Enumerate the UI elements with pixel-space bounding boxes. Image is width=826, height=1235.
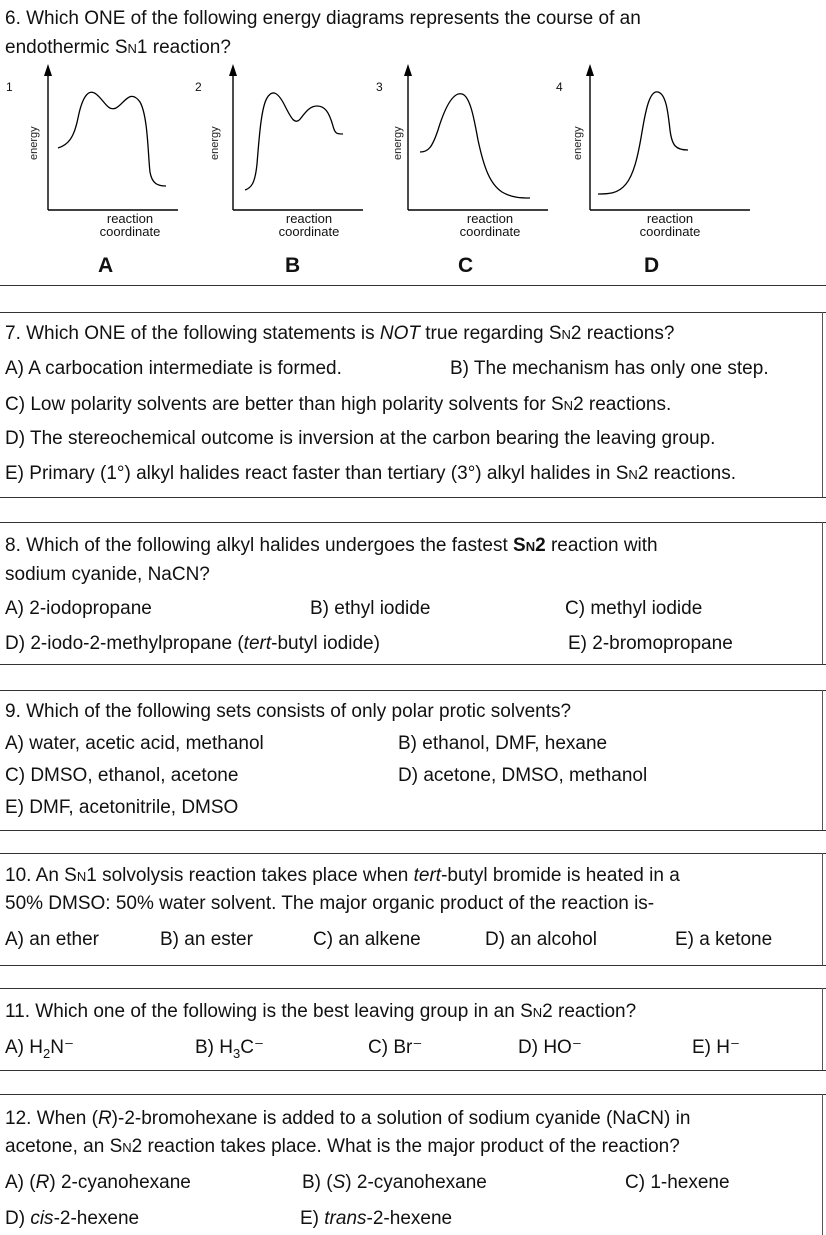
y-axis-label: energy: [392, 126, 404, 160]
q8-stem-line2: sodium cyanide, NaCN?: [5, 564, 210, 585]
q7-option-a: A) A carbocation intermediate is formed.: [5, 358, 342, 379]
x-axis-label: reaction coordinate: [99, 211, 161, 239]
x-axis-label: reaction coordinate: [278, 211, 340, 239]
q10-stem-line2: 50% DMSO: 50% water solvent. The major organic product of the reaction is-: [5, 893, 655, 914]
q8-option-a: A) 2-iodopropane: [5, 598, 152, 619]
box-edge: [822, 1094, 823, 1235]
x-axis-label: reaction coordinate: [459, 211, 521, 239]
y-axis-label: energy: [209, 126, 221, 160]
q9-option-c: C) DMSO, ethanol, acetone: [5, 765, 239, 786]
divider: [0, 664, 826, 665]
q12-stem-line1: 12. When (R)-2-bromohexane is added to a solution of sodium cyanide (NaCN) in: [5, 1108, 691, 1129]
q8-option-b: B) ethyl iodide: [310, 598, 431, 619]
q10-option-a: A) an ether: [5, 929, 99, 950]
q10-stem-line1: 10. An SN1 solvolysis reaction takes place when tert-butyl bromide is heated in a: [5, 865, 680, 886]
divider: [0, 853, 826, 854]
divider: [0, 1070, 826, 1071]
q7-stem: 7. Which ONE of the following statements is NOT true regarding SN2 reactions?: [5, 323, 675, 344]
x-axis-label: reaction coordinate: [639, 211, 701, 239]
q7-option-d: D) The stereochemical outcome is inversion at the carbon bearing the leaving group.: [5, 428, 716, 449]
y-axis-label: energy: [28, 126, 40, 160]
q9-option-d: D) acetone, DMSO, methanol: [398, 765, 648, 786]
q12-option-c: C) 1-hexene: [625, 1172, 730, 1193]
diagram-number: 3: [376, 80, 383, 94]
y-axis-label: energy: [572, 126, 584, 160]
q6-stem-line1: 6. Which ONE of the following energy diagrams represents the course of an: [5, 8, 641, 29]
q7-option-e: E) Primary (1°) alkyl halides react faster than tertiary (3°) alkyl halides in SN2 reactions.: [5, 463, 737, 484]
q8-option-c: C) methyl iodide: [565, 598, 703, 619]
q10-option-c: C) an alkene: [313, 929, 421, 950]
q10-option-e: E) a ketone: [675, 929, 773, 950]
divider: [0, 285, 826, 286]
divider: [0, 830, 826, 831]
diagram-letter: C: [458, 254, 474, 277]
q9-option-a: A) water, acetic acid, methanol: [5, 733, 264, 754]
q8-stem-line1: 8. Which of the following alkyl halides undergoes the fastest SN2 reaction with: [5, 535, 658, 556]
q9-option-e: E) DMF, acetonitrile, DMSO: [5, 797, 239, 818]
box-edge: [822, 522, 823, 664]
divider: [0, 1094, 826, 1095]
q8-option-d: D) 2-iodo-2-methylpropane (tert-butyl iodide): [5, 633, 380, 654]
energy-diagram-c: [370, 60, 550, 280]
q11-option-c: C) Br⁻: [368, 1037, 423, 1058]
q11-option-a: A) $H_2N^-$: [5, 1037, 74, 1061]
q8-option-e: E) 2-bromopropane: [568, 633, 733, 654]
diagram-a-plot: [0, 60, 180, 280]
diagram-d-plot: [552, 60, 752, 280]
diagram-c-plot: [370, 60, 550, 280]
energy-diagram-a: [0, 60, 180, 280]
divider: [0, 690, 826, 691]
diagram-b-plot: [185, 60, 365, 280]
q7-option-b: B) The mechanism has only one step.: [450, 358, 769, 379]
q10-option-d: D) an alcohol: [485, 929, 597, 950]
q12-option-b: B) (S) 2-cyanohexane: [302, 1172, 487, 1193]
q12-stem-line2: acetone, an SN2 reaction takes place. What is the major product of the reaction?: [5, 1136, 680, 1157]
divider: [0, 522, 826, 523]
box-edge: [822, 312, 823, 497]
energy-diagram-b: [185, 60, 365, 280]
q11-option-e: E) H⁻: [692, 1037, 741, 1058]
q6-stem-line2: endothermic SN1 reaction?: [5, 37, 231, 58]
q12-option-a: A) (R) 2-cyanohexane: [5, 1172, 191, 1193]
diagram-letter: A: [98, 254, 114, 277]
diagram-number: 2: [195, 80, 202, 94]
box-edge: [822, 988, 823, 1070]
q12-option-e: E) trans-2-hexene: [300, 1208, 453, 1229]
q9-option-b: B) ethanol, DMF, hexane: [398, 733, 608, 754]
q11-option-d: D) HO⁻: [518, 1037, 582, 1058]
divider: [0, 988, 826, 989]
diagram-number: 1: [6, 80, 13, 94]
divider: [0, 312, 826, 313]
box-edge: [822, 690, 823, 830]
q11-stem: 11. Which one of the following is the best leaving group in an SN2 reaction?: [5, 1001, 637, 1022]
q9-stem: 9. Which of the following sets consists of only polar protic solvents?: [5, 701, 572, 722]
q11-option-b: B) $H_3C^-$: [195, 1037, 264, 1061]
diagram-number: 4: [556, 80, 563, 94]
diagram-letter: B: [285, 254, 301, 277]
divider: [0, 497, 826, 498]
q7-option-c: C) Low polarity solvents are better than high polarity solvents for SN2 reactions.: [5, 394, 672, 415]
box-edge: [822, 853, 823, 965]
divider: [0, 965, 826, 966]
q10-option-b: B) an ester: [160, 929, 253, 950]
energy-diagram-d: [552, 60, 752, 280]
q12-option-d: D) cis-2-hexene: [5, 1208, 140, 1229]
diagram-letter: D: [644, 254, 660, 277]
